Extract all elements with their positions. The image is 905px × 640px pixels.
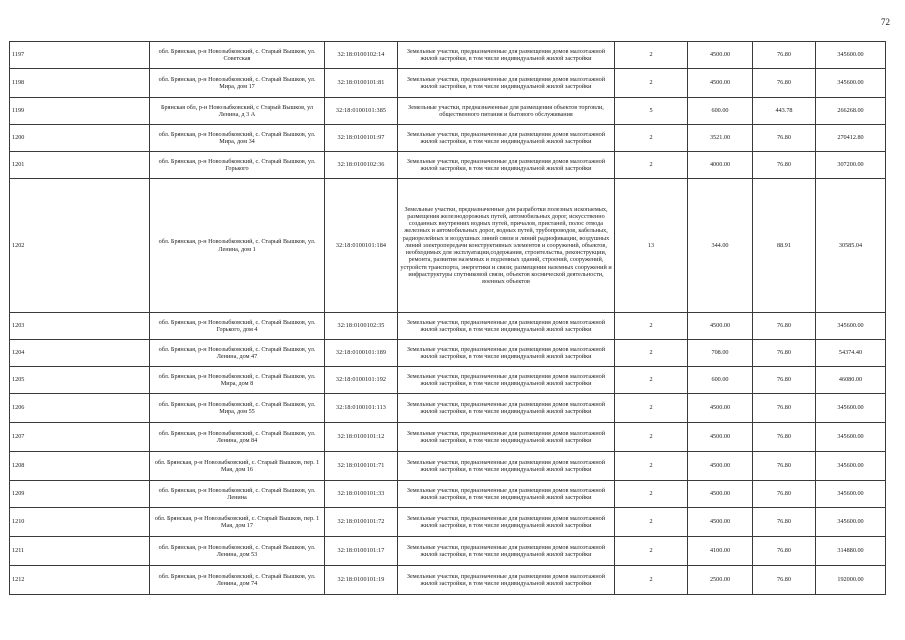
total-cell: 46080.00 [816, 367, 886, 394]
table-row [10, 125, 886, 152]
row-number: 1204 [10, 340, 150, 367]
table-row [10, 179, 886, 313]
area-cell: 344.00 [688, 179, 753, 313]
address-cell: обл. Брянская, р-н Новозыбковский, с. Старый Вышков, ул. Ленина, дом 1 [150, 179, 325, 313]
rate-cell: 76.80 [753, 152, 816, 179]
group-code-cell: 2 [615, 152, 688, 179]
row-number: 1210 [10, 508, 150, 537]
area-cell: 708.00 [688, 340, 753, 367]
table-row [10, 313, 886, 340]
address-cell: обл. Брянская, р-н Новозыбковский, с. Старый Вышков, ул. Мира, дом 17 [150, 69, 325, 98]
cadastral-number-cell: 32:18:0100101:12 [325, 423, 398, 452]
total-cell: 192000.00 [816, 566, 886, 595]
cadastral-number-cell: 32:18:0100102:35 [325, 313, 398, 340]
land-use-cell: Земельные участки, предназначенные для размещения домов малоэтажной жилой застройки, в том числе индивидуальной жилой застройки [398, 367, 615, 394]
address-cell: обл. Брянская, р-н Новозыбковский, с. Старый Вышков, ул. Мира, дом 55 [150, 394, 325, 423]
area-cell: 4500.00 [688, 313, 753, 340]
cadastral-number-cell: 32:18:0100101:71 [325, 452, 398, 481]
rate-cell: 76.80 [753, 452, 816, 481]
land-use-cell: Земельные участки, предназначенные для размещения домов малоэтажной жилой застройки, в том числе индивидуальной жилой застройки [398, 537, 615, 566]
total-cell: 345600.00 [816, 313, 886, 340]
land-use-cell: Земельные участки, предназначенные для размещения домов малоэтажной жилой застройки, в том числе индивидуальной жилой застройки [398, 69, 615, 98]
total-cell: 345600.00 [816, 394, 886, 423]
total-cell: 345600.00 [816, 42, 886, 69]
total-cell: 345600.00 [816, 69, 886, 98]
cadastral-number-cell: 32:18:0100102:36 [325, 152, 398, 179]
cadastral-number-cell: 32:18:0100101:81 [325, 69, 398, 98]
row-number: 1205 [10, 367, 150, 394]
total-cell: 30585.04 [816, 179, 886, 313]
address-cell: обл. Брянская, р-н Новозыбковский, с. Старый Вышков, ул. Ленина, дом 47 [150, 340, 325, 367]
land-use-cell: Земельные участки, предназначенные для размещения домов малоэтажной жилой застройки, в том числе индивидуальной жилой застройки [398, 42, 615, 69]
cadastral-number-cell: 32:18:0100101:113 [325, 394, 398, 423]
land-use-cell: Земельные участки, предназначенные для размещения домов малоэтажной жилой застройки, в том числе индивидуальной жилой застройки [398, 566, 615, 595]
total-cell: 345600.00 [816, 508, 886, 537]
area-cell: 3521.00 [688, 125, 753, 152]
area-cell: 4500.00 [688, 69, 753, 98]
page-number: 72 [881, 17, 890, 27]
group-code-cell: 2 [615, 423, 688, 452]
table-row [10, 394, 886, 423]
total-cell: 345600.00 [816, 423, 886, 452]
land-use-cell: Земельные участки, предназначенные для размещения домов малоэтажной жилой застройки, в том числе индивидуальной жилой застройки [398, 152, 615, 179]
cadastral-number-cell: 32:18:0100101:189 [325, 340, 398, 367]
table-row [10, 367, 886, 394]
table-row [10, 340, 886, 367]
address-cell: Брянская обл, р-н Новозыбковский, с Старый Вышков, ул Ленина, д 3 А [150, 98, 325, 125]
total-cell: 307200.00 [816, 152, 886, 179]
land-use-cell: Земельные участки, предназначенные для размещения домов малоэтажной жилой застройки, в том числе индивидуальной жилой застройки [398, 125, 615, 152]
cadastral-number-cell: 32:18:0100101:33 [325, 481, 398, 508]
total-cell: 266268.00 [816, 98, 886, 125]
row-number: 1199 [10, 98, 150, 125]
area-cell: 4000.00 [688, 152, 753, 179]
cadastral-number-cell: 32:18:0100102:14 [325, 42, 398, 69]
land-use-cell: Земельные участки, предназначенные для размещения домов малоэтажной жилой застройки, в том числе индивидуальной жилой застройки [398, 423, 615, 452]
table-row [10, 481, 886, 508]
area-cell: 600.00 [688, 367, 753, 394]
address-cell: обл. Брянская, р-н Новозыбковский, с. Старый Вышков, ул. Мира, дом 8 [150, 367, 325, 394]
area-cell: 4500.00 [688, 481, 753, 508]
rate-cell: 76.80 [753, 481, 816, 508]
row-number: 1197 [10, 42, 150, 69]
total-cell: 345600.00 [816, 481, 886, 508]
rate-cell: 88.91 [753, 179, 816, 313]
land-plot-table [9, 41, 886, 595]
row-number: 1200 [10, 125, 150, 152]
land-use-cell: Земельные участки, предназначенные для размещения домов малоэтажной жилой застройки, в том числе индивидуальной жилой застройки [398, 313, 615, 340]
group-code-cell: 13 [615, 179, 688, 313]
address-cell: обл. Брянская, р-н Новозыбковский, с. Старый Вышков, пер. 1 Мая, дом 17 [150, 508, 325, 537]
total-cell: 314880.00 [816, 537, 886, 566]
total-cell: 54374.40 [816, 340, 886, 367]
rate-cell: 76.80 [753, 340, 816, 367]
group-code-cell: 2 [615, 340, 688, 367]
rate-cell: 76.80 [753, 313, 816, 340]
group-code-cell: 2 [615, 313, 688, 340]
row-number: 1206 [10, 394, 150, 423]
cadastral-number-cell: 32:18:0100101:17 [325, 537, 398, 566]
table-row [10, 423, 886, 452]
address-cell: обл. Брянская, р-н Новозыбковский, с. Старый Вышков, пер. 1 Мая, дом 16 [150, 452, 325, 481]
land-use-cell: Земельные участки, предназначенные для размещения домов малоэтажной жилой застройки, в том числе индивидуальной жилой застройки [398, 452, 615, 481]
group-code-cell: 2 [615, 481, 688, 508]
address-cell: обл. Брянская, р-н Новозыбковский, с. Старый Вышков, ул. Советская [150, 42, 325, 69]
rate-cell: 76.80 [753, 566, 816, 595]
group-code-cell: 2 [615, 508, 688, 537]
land-use-cell: Земельные участки, предназначенные для разработки полезных ископаемых, размещения железнодорожных путей, автомобильных дорог, искусственно созданных внутренних водных путей, причалов, пристаней, полос отвода железных и автомобильных дорог, водных путей, трубопроводов, кабельных, радиорелейных и воздушных линий связи и линий радиофикации, воздушных линий электропередачи конструктивных элементов и сооружений, объектов, необходимых для эксплуатации,содержания, строительства, реконструкции, ремонта, развития наземных и подземных зданий, строений, сооружений, устройств транспорта, энергетики и связи; размещения наземных сооружений и инфраструктуры спутниковой связи, объектов космической деятельности, военных объектов [398, 179, 615, 313]
row-number: 1203 [10, 313, 150, 340]
group-code-cell: 2 [615, 394, 688, 423]
address-cell: обл. Брянская, р-н Новозыбковский, с. Старый Вышков, ул. Ленина, дом 74 [150, 566, 325, 595]
cadastral-number-cell: 32:18:0100101:19 [325, 566, 398, 595]
land-use-cell: Земельные участки, предназначенные для размещения домов малоэтажной жилой застройки, в том числе индивидуальной жилой застройки [398, 340, 615, 367]
rate-cell: 76.80 [753, 423, 816, 452]
land-use-cell: Земельные участки, предназначенные для размещения домов малоэтажной жилой застройки, в том числе индивидуальной жилой застройки [398, 394, 615, 423]
address-cell: обл. Брянская, р-н Новозыбковский, с. Старый Вышков, ул. Ленина [150, 481, 325, 508]
rate-cell: 443.78 [753, 98, 816, 125]
total-cell: 345600.00 [816, 452, 886, 481]
table-row [10, 537, 886, 566]
area-cell: 4100.00 [688, 537, 753, 566]
area-cell: 4500.00 [688, 452, 753, 481]
group-code-cell: 2 [615, 367, 688, 394]
row-number: 1207 [10, 423, 150, 452]
cadastral-number-cell: 32:18:0100101:184 [325, 179, 398, 313]
group-code-cell: 2 [615, 69, 688, 98]
cadastral-number-cell: 32:18:0100101:192 [325, 367, 398, 394]
table-row [10, 69, 886, 98]
table-row [10, 508, 886, 537]
group-code-cell: 2 [615, 452, 688, 481]
address-cell: обл. Брянская, р-н Новозыбковский, с. Старый Вышков, ул. Горького, дом 4 [150, 313, 325, 340]
group-code-cell: 2 [615, 566, 688, 595]
rate-cell: 76.80 [753, 367, 816, 394]
row-number: 1201 [10, 152, 150, 179]
table-row [10, 566, 886, 595]
cadastral-number-cell: 32:18:0100101:385 [325, 98, 398, 125]
row-number: 1209 [10, 481, 150, 508]
row-number: 1198 [10, 69, 150, 98]
group-code-cell: 2 [615, 537, 688, 566]
row-number: 1208 [10, 452, 150, 481]
cadastral-number-cell: 32:18:0100101:72 [325, 508, 398, 537]
address-cell: обл. Брянская, р-н Новозыбковский, с. Старый Вышков, ул. Мира, дом 34 [150, 125, 325, 152]
table-row [10, 152, 886, 179]
rate-cell: 76.80 [753, 125, 816, 152]
area-cell: 4500.00 [688, 423, 753, 452]
rate-cell: 76.80 [753, 394, 816, 423]
row-number: 1212 [10, 566, 150, 595]
group-code-cell: 5 [615, 98, 688, 125]
address-cell: обл. Брянская, р-н Новозыбковский, с. Старый Вышков, ул. Горького [150, 152, 325, 179]
address-cell: обл. Брянская, р-н Новозыбковский, с. Старый Вышков, ул. Ленина, дом 84 [150, 423, 325, 452]
land-use-cell: Земельные участки, предназначенные для размещения домов малоэтажной жилой застройки, в том числе индивидуальной жилой застройки [398, 508, 615, 537]
rate-cell: 76.80 [753, 508, 816, 537]
area-cell: 2500.00 [688, 566, 753, 595]
row-number: 1211 [10, 537, 150, 566]
rate-cell: 76.80 [753, 69, 816, 98]
land-use-cell: Земельные участки, предназначенные для размещения домов малоэтажной жилой застройки, в том числе индивидуальной жилой застройки [398, 481, 615, 508]
address-cell: обл. Брянская, р-н Новозыбковский, с. Старый Вышков, ул. Ленина, дом 53 [150, 537, 325, 566]
rate-cell: 76.80 [753, 42, 816, 69]
area-cell: 600.00 [688, 98, 753, 125]
total-cell: 270412.80 [816, 125, 886, 152]
rate-cell: 76.80 [753, 537, 816, 566]
group-code-cell: 2 [615, 42, 688, 69]
table-row [10, 452, 886, 481]
group-code-cell: 2 [615, 125, 688, 152]
land-use-cell: Земельные участки, предназначенные для размещения объектов торговли, общественного питания и бытового обслуживания [398, 98, 615, 125]
table-row [10, 42, 886, 69]
table-row [10, 98, 886, 125]
area-cell: 4500.00 [688, 508, 753, 537]
cadastral-number-cell: 32:18:0100101:97 [325, 125, 398, 152]
area-cell: 4500.00 [688, 394, 753, 423]
area-cell: 4500.00 [688, 42, 753, 69]
row-number: 1202 [10, 179, 150, 313]
